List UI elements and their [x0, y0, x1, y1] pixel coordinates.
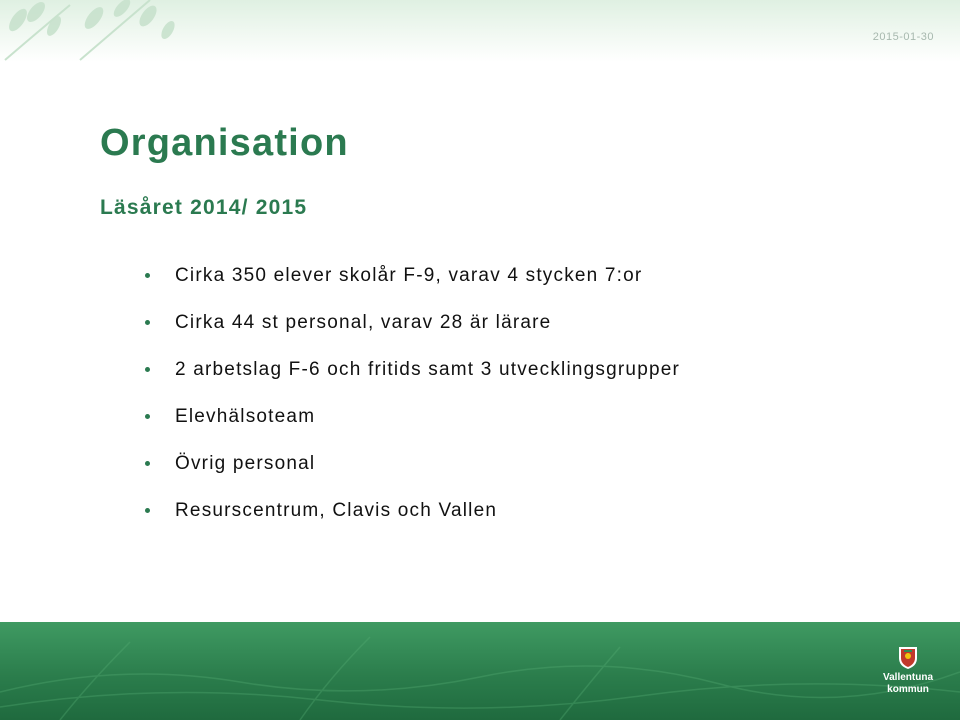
bullet-icon: [145, 320, 150, 325]
header-band: [0, 0, 960, 62]
leaf-decoration: [0, 0, 190, 62]
bullet-item: [0, 495, 860, 542]
footer-band: [0, 622, 960, 720]
bullet-item: [0, 448, 860, 495]
bullet-icon: [145, 414, 150, 419]
bullet-icon: [145, 273, 150, 278]
slide-date: 2015-01-30: [872, 31, 934, 43]
bullet-item: [0, 401, 860, 448]
municipality-logo: [878, 646, 938, 700]
logo-line-1: Vallentuna: [882, 672, 933, 683]
bullet-item: [0, 354, 860, 401]
bullet-text: 2 arbetslag F-6 och fritids samt 3 utvecklingsgrupper: [175, 359, 681, 380]
bullet-item: [0, 307, 860, 354]
bullet-list: [0, 260, 860, 542]
bullet-item: [0, 260, 860, 307]
bullet-text: Övrig personal: [175, 453, 316, 474]
footer-texture: [0, 622, 960, 720]
bullet-icon: [145, 508, 150, 513]
coat-of-arms-icon: [898, 646, 918, 670]
bullet-text: Cirka 350 elever skolår F-9, varav 4 stycken 7:or: [175, 265, 643, 286]
bullet-icon: [145, 367, 150, 372]
bullet-icon: [145, 461, 150, 466]
bullet-text: Cirka 44 st personal, varav 28 är lärare: [175, 312, 552, 333]
logo-wordmark: [878, 672, 938, 696]
slide-subtitle: Läsåret 2014/ 2015: [100, 196, 308, 219]
logo-line-2: kommun: [887, 684, 929, 695]
bullet-text: Resurscentrum, Clavis och Vallen: [175, 500, 498, 521]
bullet-text: Elevhälsoteam: [175, 406, 316, 427]
slide-title: Organisation: [100, 122, 349, 164]
